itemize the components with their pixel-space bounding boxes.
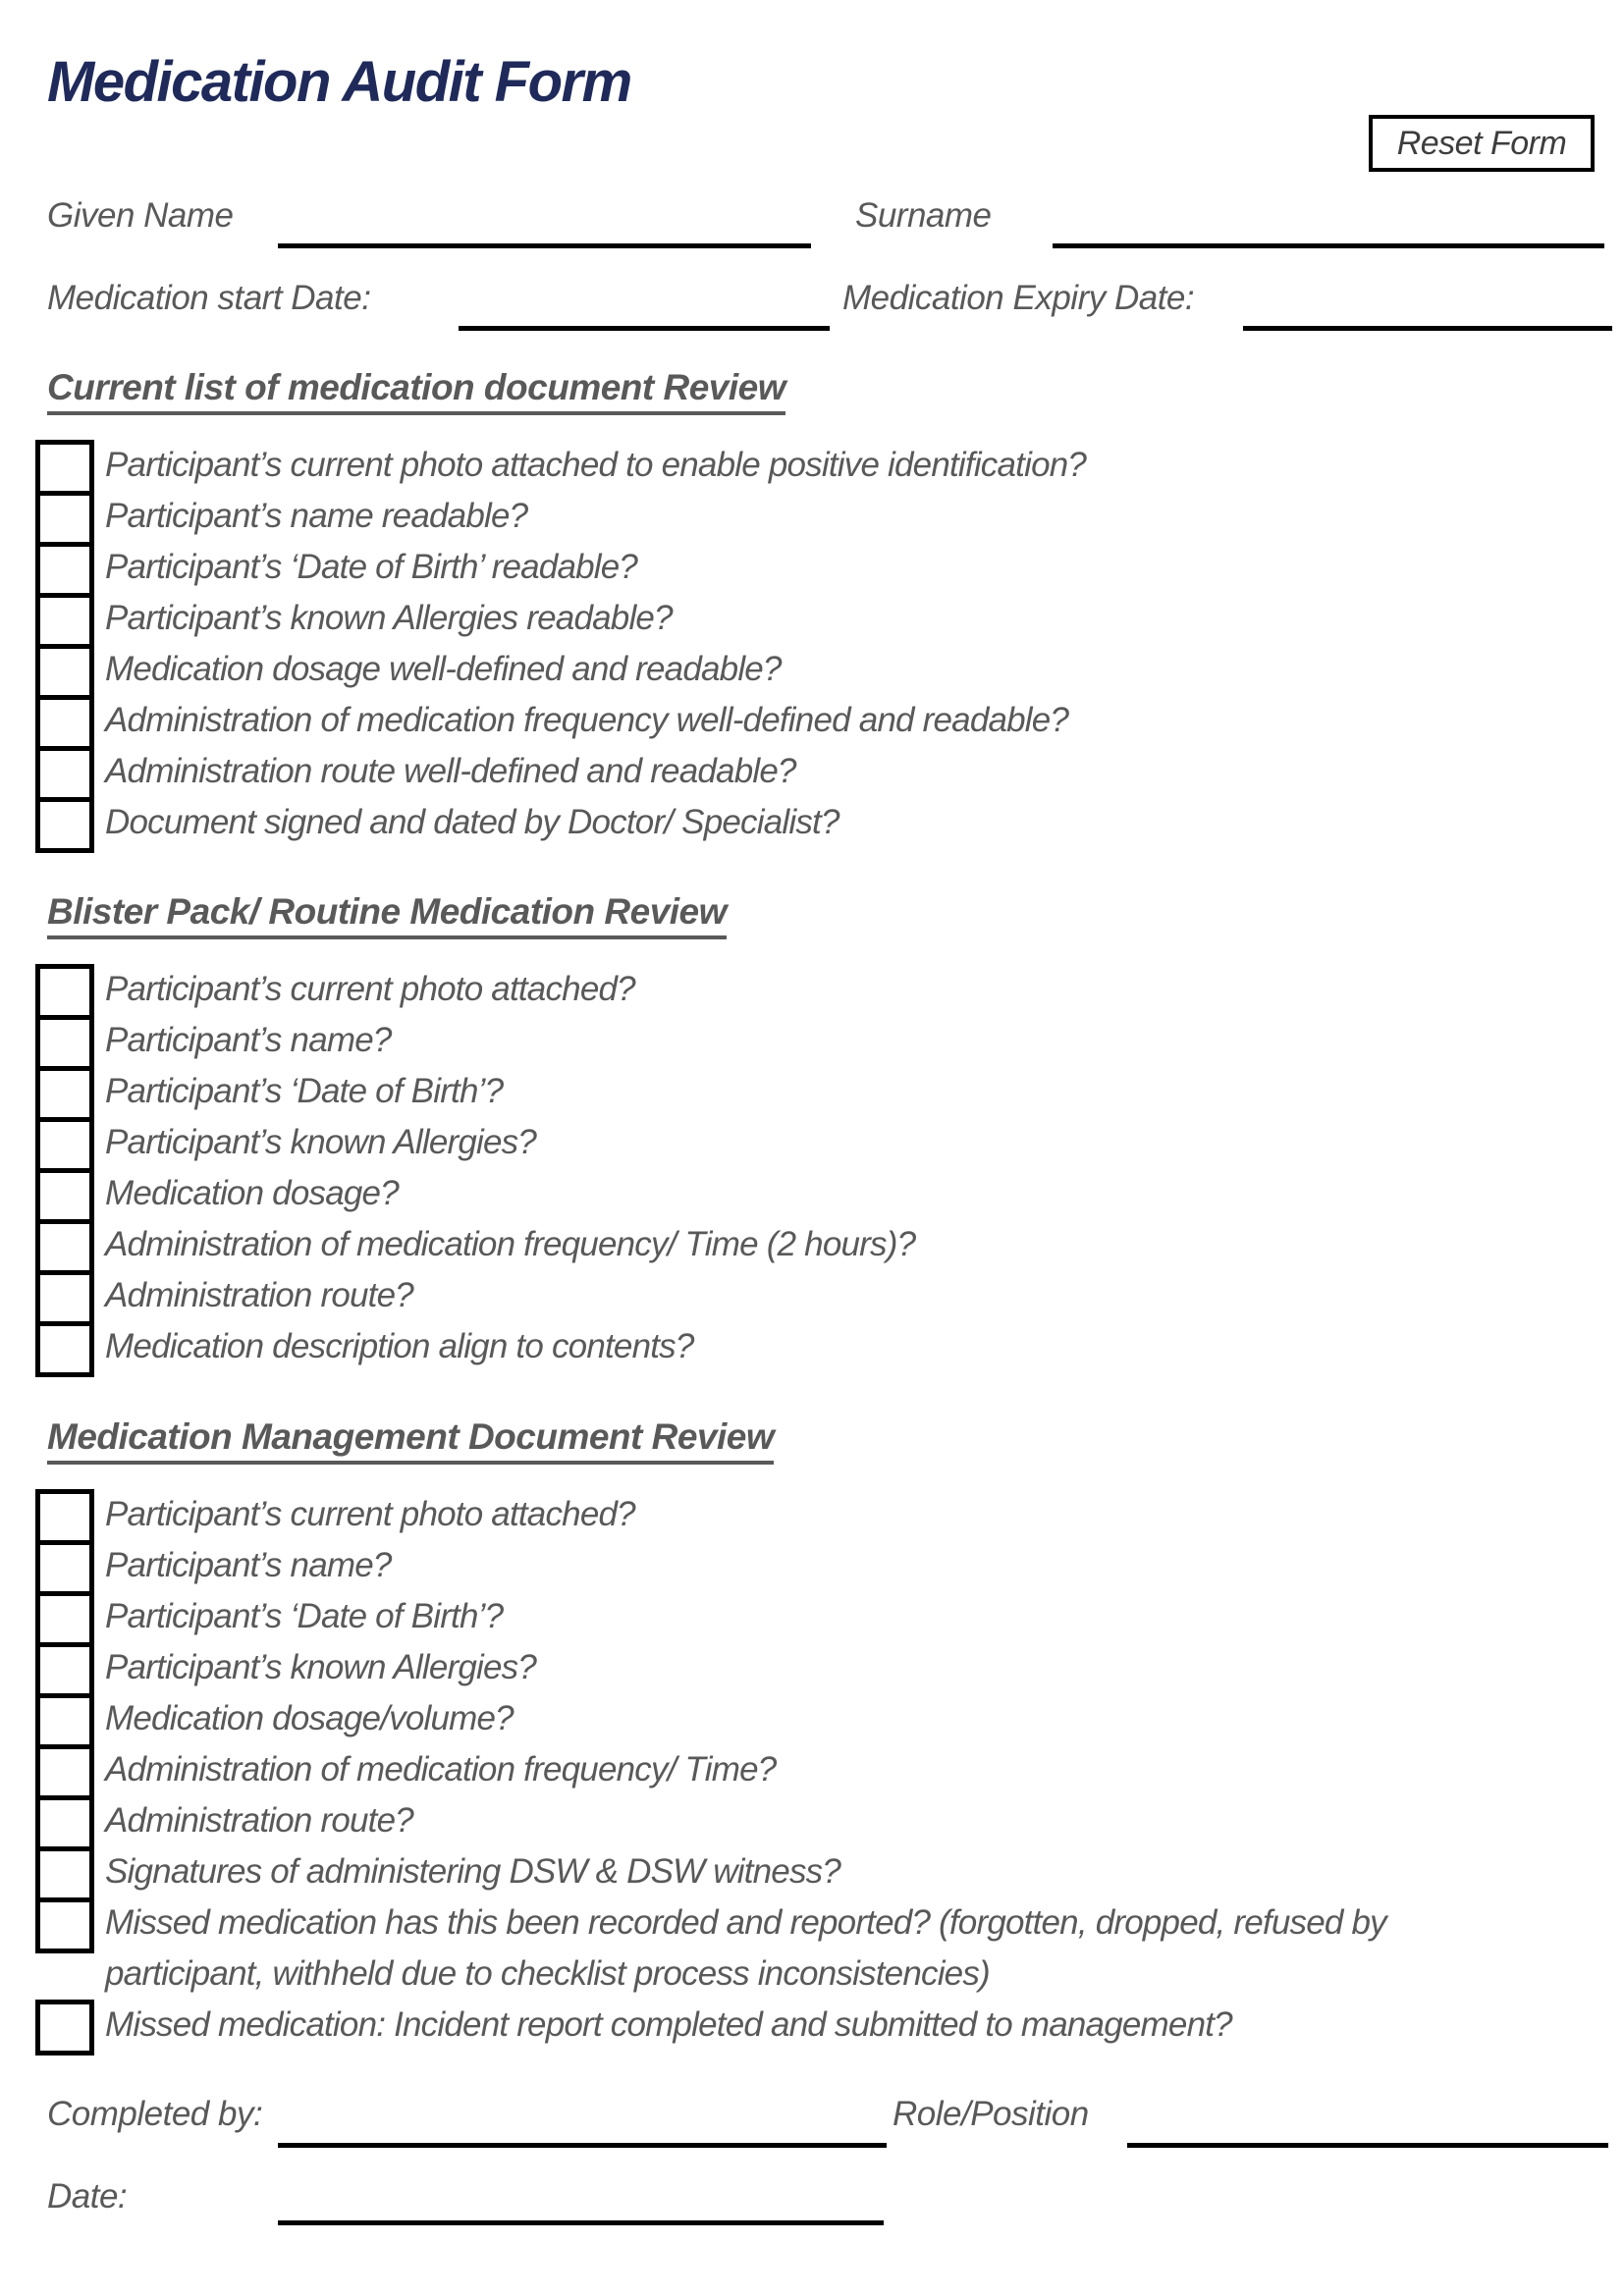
checklist-item: Administration route? [47,1795,1579,1846]
section-heading: Medication Management Document Review [47,1416,774,1465]
checkbox[interactable] [35,1795,94,1851]
checkbox[interactable] [35,2000,94,2056]
name-row [0,194,1624,255]
date-label: Date: [47,2177,128,2216]
surname-label: Surname [855,196,992,235]
checklist-item: Participant’s current photo attached? [47,964,1579,1015]
checkbox[interactable] [35,1693,94,1749]
checklist-item: Medication dosage/volume? [47,1693,1579,1744]
checkbox[interactable] [35,440,94,496]
checklist-item: Missed medication has this been recorded and reported? (forgotten, dropped, refused by participant, withheld due to checklist process inconsistencies) [47,1897,1579,2000]
checkbox[interactable] [35,542,94,598]
checklist-item: Administration route? [47,1270,1579,1321]
completed-by-input-line[interactable] [278,2143,887,2148]
checklist-item: Administration of medication frequency/ Time (2 hours)? [47,1219,1579,1270]
section-heading: Blister Pack/ Routine Medication Review [47,891,727,939]
date-input-line[interactable] [278,2220,884,2225]
checklist-item: Missed medication: Incident report completed and submitted to management? [47,2000,1579,2051]
checklist [47,964,1579,1372]
checklist-item: Participant’s current photo attached? [47,1489,1579,1540]
completed-by-row [0,2093,1624,2154]
checkbox[interactable] [35,1897,94,1953]
checklist-item: Medication description align to contents? [47,1321,1579,1372]
checkbox[interactable] [35,644,94,700]
checkbox[interactable] [35,964,94,1020]
reset-form-button[interactable]: Reset Form [1369,115,1595,172]
checklist-item: Participant’s name? [47,1540,1579,1591]
page-title: Medication Audit Form [47,50,631,114]
section-current-list-review [47,367,1579,848]
medication-expiry-date-input-line[interactable] [1243,326,1612,331]
completed-by-label: Completed by: [47,2095,263,2133]
date-row [0,2175,1624,2236]
checklist-item: Participant’s known Allergies readable? [47,593,1579,644]
checklist-item: Signatures of administering DSW & DSW witness? [47,1846,1579,1897]
checklist-item: Participant’s ‘Date of Birth’? [47,1591,1579,1642]
given-name-label: Given Name [47,196,234,235]
checkbox[interactable] [35,491,94,547]
checklist-item: Administration of medication frequency/ Time? [47,1744,1579,1795]
checkbox[interactable] [35,1846,94,1902]
checklist-item: Document signed and dated by Doctor/ Specialist? [47,797,1579,848]
checkbox[interactable] [35,797,94,853]
checkbox[interactable] [35,1015,94,1071]
checkbox[interactable] [35,1117,94,1173]
checklist-item: Participant’s known Allergies? [47,1642,1579,1693]
checklist [47,440,1579,848]
section-medication-management-review [47,1416,1579,2051]
checkbox[interactable] [35,695,94,751]
checkbox[interactable] [35,1489,94,1545]
medication-expiry-date-label: Medication Expiry Date: [842,279,1195,317]
role-position-label: Role/Position [893,2095,1089,2133]
checkbox[interactable] [35,1168,94,1224]
checkbox[interactable] [35,1219,94,1275]
checkbox[interactable] [35,1591,94,1647]
checklist-item: Participant’s known Allergies? [47,1117,1579,1168]
checklist-item: Participant’s ‘Date of Birth’ readable? [47,542,1579,593]
checklist-item: Administration of medication frequency well-defined and readable? [47,695,1579,746]
checklist-item: Participant’s ‘Date of Birth’? [47,1066,1579,1117]
checkbox[interactable] [35,1642,94,1698]
checklist-item: Participant’s current photo attached to enable positive identification? [47,440,1579,491]
checklist [47,1489,1579,2051]
checklist-item: Administration route well-defined and readable? [47,746,1579,797]
checklist-item: Participant’s name? [47,1015,1579,1066]
medication-start-date-input-line[interactable] [459,326,830,331]
checkbox[interactable] [35,1540,94,1596]
checklist-item: Medication dosage? [47,1168,1579,1219]
checkbox[interactable] [35,1270,94,1326]
checklist-item: Medication dosage well-defined and readable? [47,644,1579,695]
checklist-item: Participant’s name readable? [47,491,1579,542]
checkbox[interactable] [35,1744,94,1800]
section-heading: Current list of medication document Review [47,367,785,415]
role-position-input-line[interactable] [1127,2143,1608,2148]
checkbox[interactable] [35,1321,94,1377]
checkbox[interactable] [35,746,94,802]
section-blister-pack-review [47,891,1579,1372]
surname-input-line[interactable] [1053,243,1604,248]
medication-dates-row [0,277,1624,338]
given-name-input-line[interactable] [278,243,811,248]
medication-start-date-label: Medication start Date: [47,279,371,317]
checkbox[interactable] [35,1066,94,1122]
checkbox[interactable] [35,593,94,649]
